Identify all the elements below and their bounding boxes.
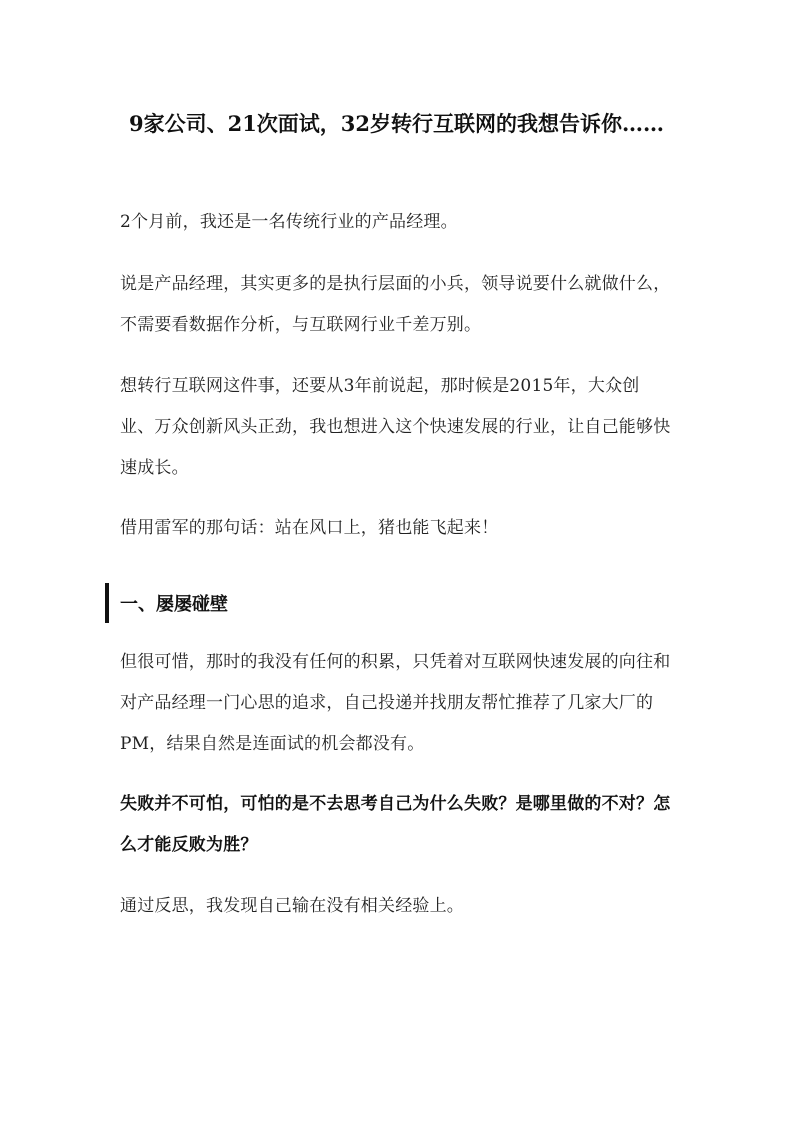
intro-paragraph-1: 2个月前，我还是一名传统行业的产品经理。 [120, 212, 458, 232]
section-paragraph-3: 通过反思，我发现自己输在没有相关经验上。 [120, 896, 464, 916]
article-title: 9家公司、21次面试，32岁转行互联网的我想告诉你…… [128, 111, 665, 136]
intro-paragraph-4: 借用雷军的那句话：站在风口上，猪也能飞起来！ [120, 518, 499, 538]
intro-paragraph-2: 说是产品经理，其实更多的是执行层面的小兵，领导说要什么就做什么，不需要看数据作分析，与互联网行业千差万别。 [120, 274, 671, 335]
section-heading-text: 一、屡屡碰壁 [120, 594, 228, 615]
intro-paragraph-3: 想转行互联网这件事，还要从3年前说起，那时候是2015年，大众创业、万众创新风头正劲，我也想进入这个快速发展的行业，让自己能够快速成长。 [120, 376, 671, 478]
section-emphasis-paragraph: 失败并不可怕，可怕的是不去思考自己为什么失败？是哪里做的不对？怎么才能反败为胜？ [120, 794, 671, 855]
section-heading [105, 583, 228, 623]
section-heading-bar [105, 583, 109, 623]
section-paragraph-1: 但很可惜，那时的我没有任何的积累，只凭着对互联网快速发展的向往和对产品经理一门心思的追求，自己投递并找朋友帮忙推荐了几家大厂的PM，结果自然是连面试的机会都没有。 [120, 652, 671, 754]
